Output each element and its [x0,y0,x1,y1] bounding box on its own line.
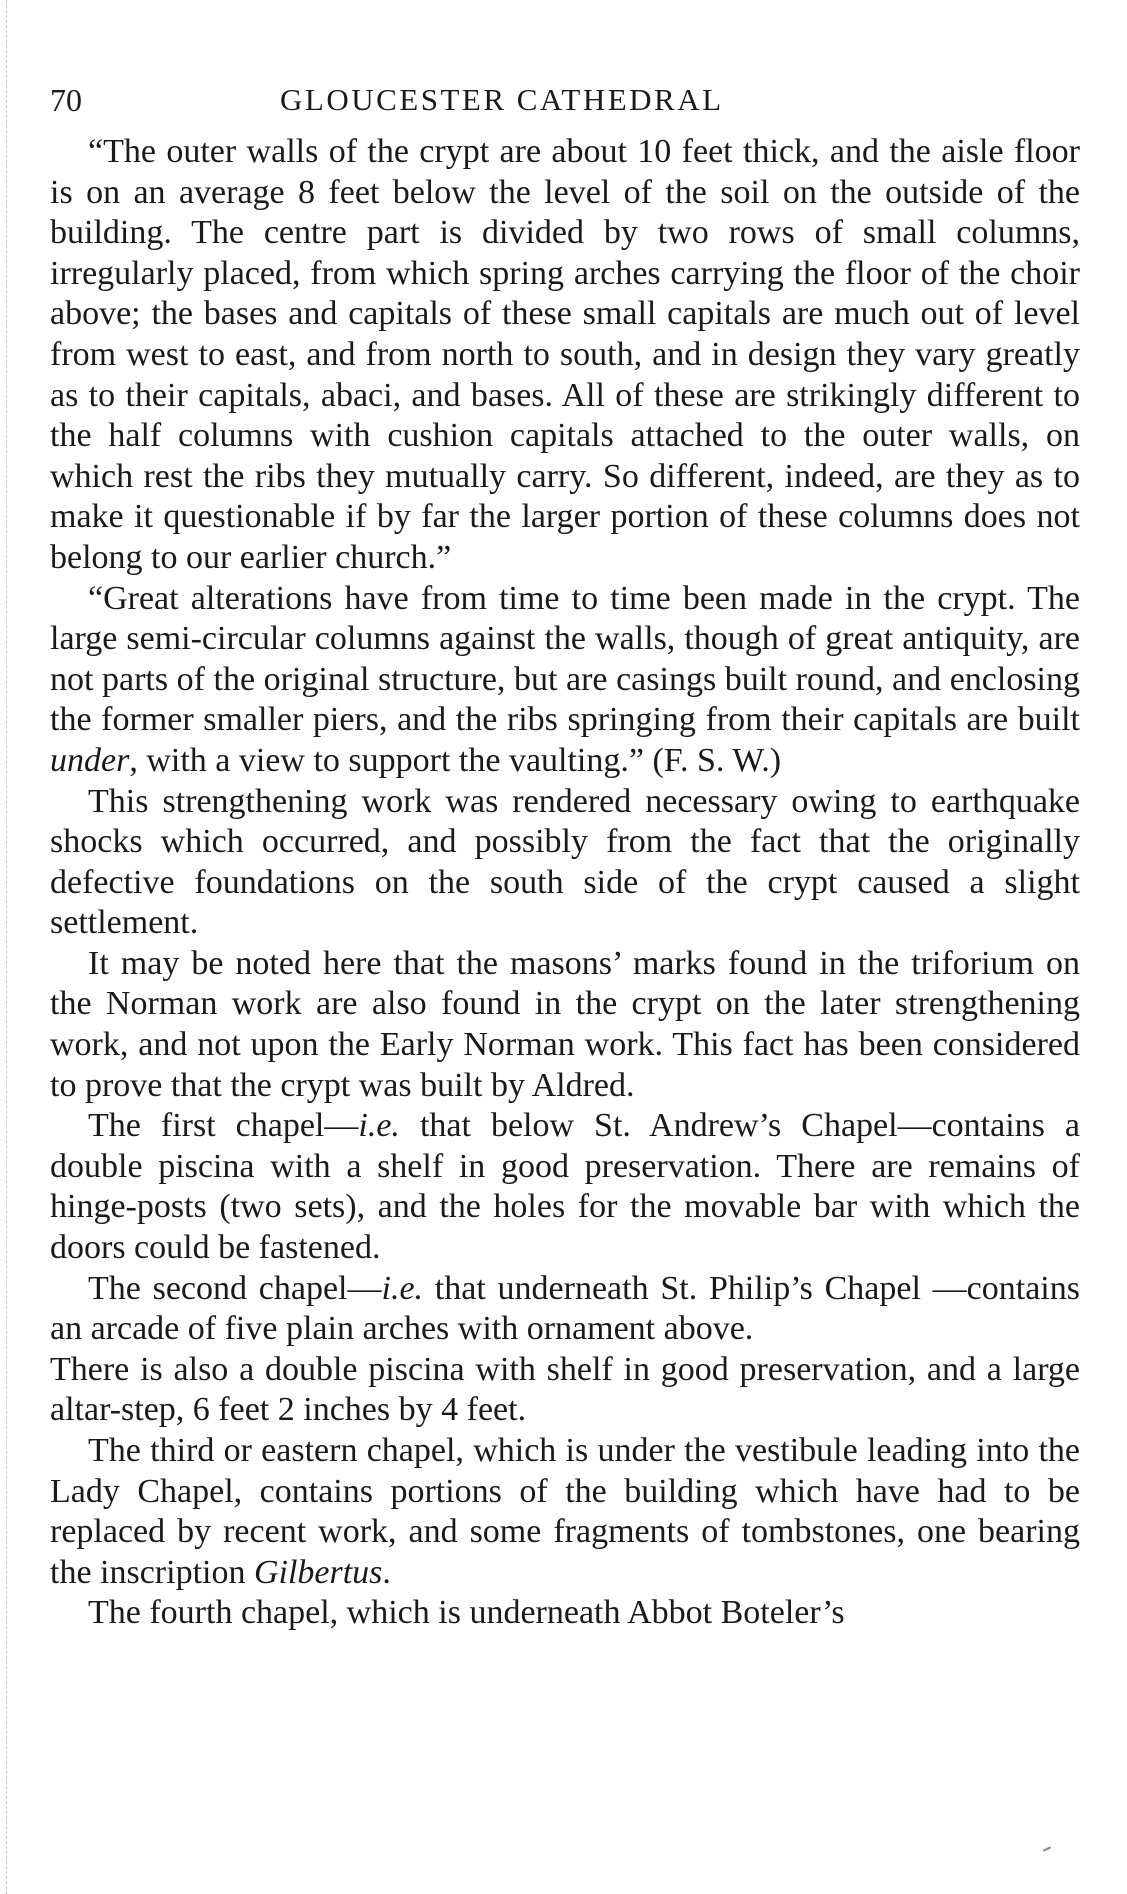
page-number: 70 [50,82,82,118]
paragraph-text: that below St. Andrew’s Chapel—contains a double piscina with a shelf in good preservation. There are remains of hinge-posts (two sets), and the holes for the movable bar with which the doors could be fastened. [50,1107,1080,1267]
ink-mark [1043,1846,1051,1851]
paragraph-text: The first chapel— [88,1107,359,1145]
paragraph-fourth-chapel: The fourth chapel, which is underneath Abbot Boteler’s [88,1594,845,1632]
paragraph-crypt-walls: “The outer walls of the crypt are about 10 feet thick, and the aisle floor is on an average 8 feet below the level of the soil on the outside of the building. The centre part is divided by two rows of small columns, irregularly placed, from which spring arches carrying the floor of the choir above; the bases and capitals of these small capitals are much out of level from west to east, and from north to south, and in design they vary greatly as to their capitals, abaci, and bases. All of these are strikingly different to the half columns with cushion capitals attached to the outer walls, on which rest the ribs they mutually carry. So different, indeed, are they as to make it questionable if by far the larger portion of these columns does not belong to our earlier church.” [50,133,1080,576]
paragraph-strengthening-work: This strengthening work was rendered necessary owing to earthquake shocks which occurred, and possibly from the fact that the originally defective foundations on the south side of the crypt caused a slight settlement. [50,782,1080,942]
paragraph-great-alterations [50,579,1080,782]
italic-term: under [50,741,130,779]
paragraph-text: , with a view to support the vaulting.” (F. S. W.) [129,741,782,779]
paragraph-text: that underneath St. Philip’s Chapel —contains an arcade of five plain arches with ornament above. [50,1269,1080,1348]
book-page [50,68,1080,1634]
paragraph-third-chapel [50,1431,1080,1593]
italic-term: i.e. [381,1269,424,1307]
paragraph-first-chapel [50,1106,1080,1268]
italic-term: i.e. [358,1107,400,1145]
paragraph-text: . [382,1553,391,1591]
italic-term: Gilbertus [253,1553,383,1591]
paragraph-piscina-continued: There is also a double piscina with shelf in good preservation, and a large altar-step, 6 feet 2 inches by 4 feet. [50,1350,1080,1429]
paragraph-second-chapel [50,1269,1080,1350]
page-edge-line [6,0,7,1894]
paragraph-text: The second chapel— [88,1269,382,1307]
paragraph-text: The third or eastern chapel, which is under the vestibule leading into the Lady Chapel, contains portions of the building which have had to be replaced by recent work, and some fragments of tombstones, one bearing the inscription [50,1432,1080,1591]
body-text [50,132,1080,1634]
running-head [50,68,1080,128]
paragraph-masons-marks: It may be noted here that the masons’ marks found in the triforium on the Norman work are also found in the crypt on the later strengthening work, and not upon the Early Norman work. This fact has been considered to prove that the crypt was built by Aldred. [50,944,1080,1104]
paragraph-text: “Great alterations have from time to time been made in the crypt. The large semi-circular columns against the walls, though of great antiquity, are not parts of the original structure, but are casings built round, and enclosing the former smaller piers, and the ribs springing from their capitals are built [50,579,1080,739]
running-title: GLOUCESTER CATHEDRAL [280,82,724,117]
